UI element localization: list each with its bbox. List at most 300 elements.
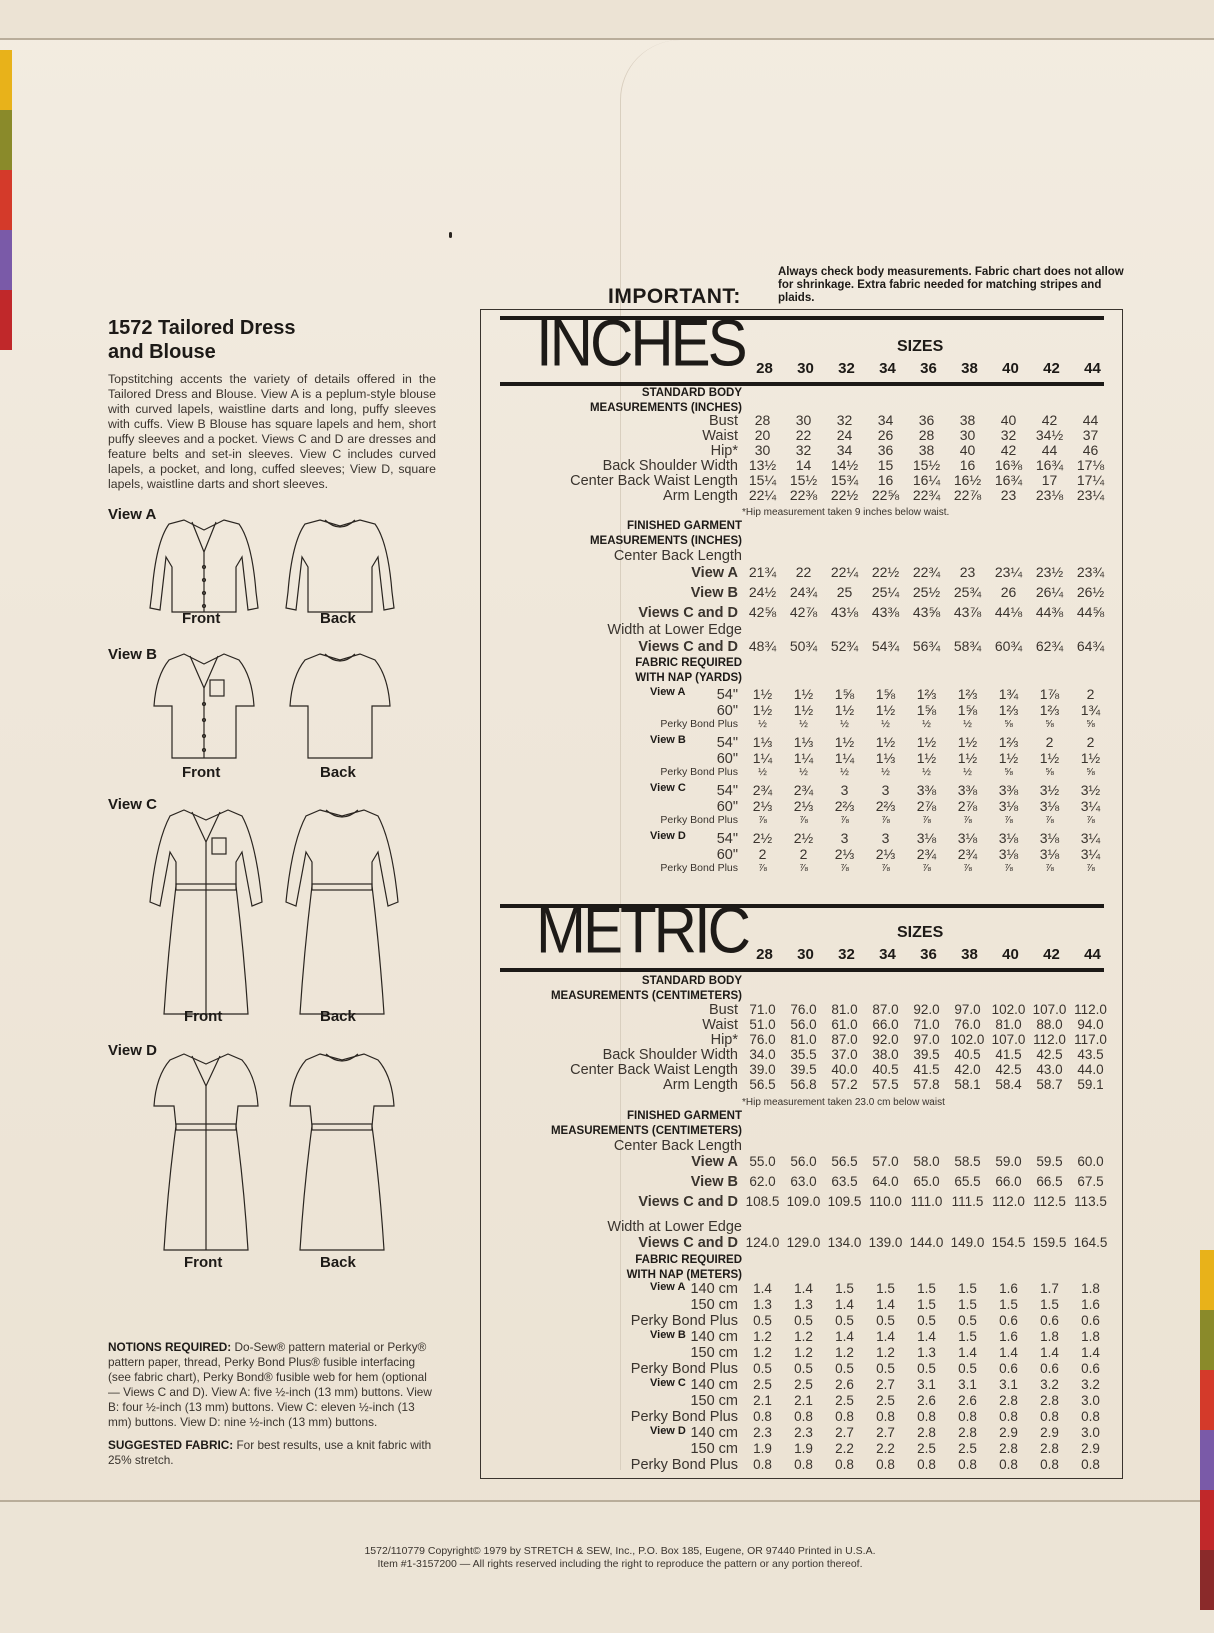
view-label: View B	[650, 734, 686, 746]
table-cell: ½	[963, 718, 972, 730]
table-cell: 111.0	[910, 1194, 943, 1209]
table-cell: 2	[1086, 734, 1095, 750]
table-cell: 24	[836, 427, 853, 443]
table-cell: 1⅞	[1039, 686, 1060, 702]
table-row	[500, 604, 1111, 621]
table-cell: 60¾	[994, 638, 1023, 654]
table-cell: 40.0	[831, 1062, 858, 1077]
table-cell: 1½	[834, 702, 855, 718]
table-cell: 1½	[916, 734, 937, 750]
table-cell: 3⅛	[1039, 798, 1060, 814]
table-cell: 26	[1000, 584, 1017, 600]
table-cell: 44⅛	[994, 604, 1023, 620]
table-cell: 46	[1082, 442, 1099, 458]
table-cell: 2½	[793, 830, 814, 846]
row-label: Back Shoulder Width	[602, 1047, 738, 1063]
footer-line-1: 1572/110779 Copyright© 1979 by STRETCH & SEW, Inc., P.O. Box 185, Eugene, OR 97440 Printed in U.S.A.	[364, 1545, 876, 1557]
table-cell: 1.4	[958, 1345, 977, 1360]
table-cell: 34½	[1035, 427, 1064, 443]
table-cell: ⅝	[1004, 766, 1013, 778]
table-cell: 15¾	[830, 472, 859, 488]
table-cell: 62¾	[1035, 638, 1064, 654]
table-cell: 0.8	[876, 1457, 895, 1472]
table-cell: 2.3	[794, 1425, 813, 1440]
table-cell: 3	[881, 782, 890, 798]
view-d-label: View D	[108, 1042, 157, 1059]
view-label: View D	[650, 830, 686, 842]
table-cell: 2¾	[752, 782, 773, 798]
row-label: 140 cm	[690, 1281, 738, 1297]
table-cell: 3⅛	[1039, 830, 1060, 846]
metric-width-label: Width at Lower Edge	[607, 1219, 742, 1235]
row-label: Perky Bond Plus	[660, 814, 738, 826]
inches-finished-heading	[500, 519, 742, 549]
table-cell: 1½	[752, 702, 773, 718]
blouse-long-sleeve-back-icon	[280, 512, 400, 617]
table-cell: 124.0	[745, 1235, 780, 1250]
metric-sizes-label: SIZES	[897, 924, 944, 941]
table-cell: 0.8	[835, 1409, 854, 1424]
size-column-header: 42	[1043, 946, 1060, 963]
table-cell: 1½	[957, 750, 978, 766]
table-cell: 0.5	[794, 1313, 813, 1328]
table-cell: 2.8	[1040, 1441, 1059, 1456]
table-cell: 2.5	[835, 1393, 854, 1408]
table-cell: 3.1	[917, 1377, 936, 1392]
view-b	[108, 646, 436, 781]
row-label: Views C and D	[638, 639, 738, 655]
table-cell: 1.4	[835, 1329, 854, 1344]
table-cell: 22½	[871, 564, 900, 580]
table-cell: 36	[877, 442, 894, 458]
table-row	[500, 814, 1111, 826]
table-cell: 66.0	[995, 1174, 1022, 1189]
table-cell: 164.5	[1073, 1235, 1108, 1250]
table-cell: 1.4	[753, 1281, 772, 1296]
inches-center-back-length-label: Center Back Length	[613, 548, 742, 564]
table-cell: 36	[918, 412, 935, 428]
table-cell: 2.5	[917, 1441, 936, 1456]
table-cell: 1⅝	[957, 702, 978, 718]
table-cell: 2¾	[916, 846, 937, 862]
table-cell: 13½	[748, 457, 777, 473]
table-row	[500, 1194, 1111, 1210]
size-column-header: 42	[1043, 360, 1060, 377]
table-cell: 1⅔	[916, 686, 937, 702]
table-cell: 1.2	[753, 1345, 772, 1360]
table-cell: 2	[1045, 734, 1054, 750]
table-cell: 0.5	[958, 1313, 977, 1328]
size-column-header: 36	[920, 946, 937, 963]
inches-size-header	[744, 360, 1113, 377]
title-line-1: 1572 Tailored Dress	[108, 317, 296, 339]
table-cell: 60.0	[1077, 1154, 1104, 1169]
row-label: Perky Bond Plus	[630, 1313, 738, 1329]
table-cell: 57.2	[831, 1077, 858, 1092]
table-cell: 3.2	[1040, 1377, 1059, 1392]
table-cell: 2.7	[835, 1425, 854, 1440]
table-cell: 0.5	[753, 1313, 772, 1328]
table-cell: 139.0	[868, 1235, 903, 1250]
table-cell: 3.1	[999, 1377, 1018, 1392]
table-cell: 2¾	[793, 782, 814, 798]
table-cell: 2	[1086, 686, 1095, 702]
table-cell: 2.9	[1081, 1441, 1100, 1456]
table-row	[500, 862, 1111, 874]
table-cell: 56.5	[831, 1154, 858, 1169]
table-cell: 1⅝	[875, 686, 896, 702]
table-cell: ½	[963, 766, 972, 778]
table-cell: 40	[959, 442, 976, 458]
table-cell: 30	[959, 427, 976, 443]
table-cell: 1½	[875, 702, 896, 718]
table-cell: 57.0	[872, 1154, 899, 1169]
table-cell: 2⅓	[793, 798, 814, 814]
blouse-short-sleeve-back-icon	[280, 646, 400, 766]
table-cell: 2.1	[794, 1393, 813, 1408]
table-cell: 21¾	[748, 564, 777, 580]
view-b-back-caption: Back	[320, 764, 356, 781]
table-row	[500, 1281, 1111, 1297]
table-cell: 3	[840, 830, 849, 846]
table-cell: 1½	[1080, 750, 1101, 766]
table-cell: 25¼	[871, 584, 900, 600]
table-cell: 44	[1041, 442, 1058, 458]
table-cell: ⅝	[1086, 766, 1095, 778]
table-cell: 1½	[1039, 750, 1060, 766]
inches-fabric-heading	[500, 656, 742, 686]
table-row	[500, 1047, 1111, 1063]
table-cell: 40.5	[872, 1062, 899, 1077]
table-cell: 28	[754, 412, 771, 428]
table-cell: 81.0	[995, 1017, 1022, 1032]
table-row	[500, 782, 1111, 799]
view-b-front-caption: Front	[182, 764, 221, 781]
table-cell: 0.8	[835, 1457, 854, 1472]
table-row	[500, 1297, 1111, 1313]
table-cell: ⅞	[799, 814, 808, 826]
table-cell: ⅞	[1086, 814, 1095, 826]
table-cell: 16¾	[994, 472, 1023, 488]
dress-short-sleeve-front-icon	[144, 1046, 268, 1258]
pattern-description: Topstitching accents the variety of details offered in the Tailored Dress and Blouse. View A is a peplum-style blouse with curved lapels, waistline darts and long, puffy sleeves with cuffs. View B Blouse has square lapels and hem, short puffy sleeves and a pocket. Views C and D are dresses and feature belts and set-in sleeves. View C includes curved lapels, a pocket, and long, cuffed sleeves; View D, square lapels, waistline darts and short sleeves.	[108, 372, 436, 491]
table-cell: 112.0	[1074, 1002, 1107, 1017]
table-cell: 38	[918, 442, 935, 458]
table-cell: 41.5	[913, 1062, 940, 1077]
table-cell: 1.6	[999, 1281, 1018, 1296]
copyright-footer	[330, 1545, 910, 1571]
view-label: View A	[650, 1281, 686, 1293]
table-cell: 22½	[830, 487, 859, 503]
table-cell: 1¼	[793, 750, 814, 766]
row-label: 60"	[716, 847, 738, 863]
color-tab	[0, 230, 12, 290]
row-label: Views C and D	[638, 1194, 738, 1210]
row-label: View B	[690, 585, 738, 601]
table-cell: 3⅛	[1039, 846, 1060, 862]
table-row	[500, 487, 1111, 504]
heading-line: MEASUREMENTS (INCHES)	[589, 535, 742, 547]
table-cell: 109.5	[827, 1194, 862, 1209]
table-cell: 2.5	[794, 1377, 813, 1392]
table-row	[500, 718, 1111, 730]
table-cell: 0.6	[1081, 1361, 1100, 1376]
table-cell: 2.5	[876, 1393, 895, 1408]
row-label: Hip*	[710, 443, 738, 459]
table-cell: ⅞	[799, 862, 808, 874]
color-tab	[1200, 1430, 1214, 1490]
table-cell: 61.0	[831, 1017, 858, 1032]
table-cell: 34	[877, 412, 894, 428]
table-cell: 1.4	[876, 1329, 895, 1344]
table-cell: 94.0	[1077, 1017, 1104, 1032]
heading-line: FINISHED GARMENT	[627, 520, 742, 532]
table-row	[500, 830, 1111, 847]
table-cell: 76.0	[954, 1017, 981, 1032]
table-cell: ½	[758, 718, 767, 730]
row-label: Arm Length	[663, 488, 738, 504]
table-cell: 1.5	[917, 1297, 936, 1312]
table-cell: 1.8	[1081, 1281, 1100, 1296]
metric-finished-heading	[500, 1109, 742, 1139]
table-cell: ⅞	[758, 862, 767, 874]
table-cell: 134.0	[827, 1235, 862, 1250]
table-cell: 16½	[953, 472, 982, 488]
color-tab	[0, 290, 12, 350]
row-label: Hip*	[710, 1032, 738, 1048]
table-cell: 26¼	[1035, 584, 1064, 600]
table-cell: 39.0	[749, 1062, 776, 1077]
table-row	[500, 564, 1111, 581]
table-cell: 67.5	[1077, 1174, 1104, 1189]
row-label: 150 cm	[690, 1441, 738, 1457]
heading-line: STANDARD BODY	[641, 387, 742, 399]
table-cell: ⅞	[758, 814, 767, 826]
table-row	[500, 1077, 1111, 1093]
table-cell: 15	[877, 457, 894, 473]
table-cell: 16⅜	[994, 457, 1023, 473]
view-label: View D	[650, 1425, 686, 1437]
table-cell: 56.0	[790, 1154, 817, 1169]
table-cell: 1.4	[876, 1297, 895, 1312]
view-label: View B	[650, 1329, 686, 1341]
table-cell: 44⅜	[1035, 604, 1064, 620]
table-cell: 3	[840, 782, 849, 798]
table-cell: 0.8	[1081, 1409, 1100, 1424]
table-cell: ½	[758, 766, 767, 778]
table-cell: 0.8	[753, 1409, 772, 1424]
table-cell: 0.6	[999, 1361, 1018, 1376]
table-cell: 25	[836, 584, 853, 600]
row-label: Perky Bond Plus	[630, 1457, 738, 1473]
table-cell: 23¾	[1076, 564, 1105, 580]
table-cell: 34	[836, 442, 853, 458]
table-cell: 2⅞	[957, 798, 978, 814]
metric-size-header	[744, 946, 1113, 963]
table-cell: 3⅜	[916, 782, 937, 798]
table-cell: 92.0	[913, 1002, 940, 1017]
table-cell: 30	[795, 412, 812, 428]
table-cell: 44	[1082, 412, 1099, 428]
dress-short-sleeve-back-icon	[280, 1046, 404, 1258]
row-label: Views C and D	[638, 1235, 738, 1251]
table-cell: ⅞	[881, 814, 890, 826]
table-cell: 42	[1000, 442, 1017, 458]
table-cell: 3.2	[1081, 1377, 1100, 1392]
color-tab	[1200, 1490, 1214, 1550]
table-row	[500, 1235, 1111, 1251]
table-cell: 22⅞	[953, 487, 982, 503]
table-cell: 1½	[957, 734, 978, 750]
table-cell: ½	[840, 718, 849, 730]
table-cell: 26½	[1076, 584, 1105, 600]
envelope-top-flap	[0, 0, 1214, 40]
row-label: 140 cm	[690, 1425, 738, 1441]
table-cell: 3.1	[958, 1377, 977, 1392]
pattern-title	[108, 316, 436, 364]
row-label: 54"	[716, 783, 738, 799]
color-tab	[1200, 1310, 1214, 1370]
table-cell: 2.8	[1040, 1393, 1059, 1408]
table-row	[500, 1017, 1111, 1033]
table-cell: 2¾	[957, 846, 978, 862]
color-tab	[1200, 1370, 1214, 1430]
table-cell: 2.9	[1040, 1425, 1059, 1440]
table-cell: 15½	[789, 472, 818, 488]
table-cell: 42⅝	[748, 604, 777, 620]
table-cell: 107.0	[1032, 1002, 1067, 1017]
view-c-back-caption: Back	[320, 1008, 356, 1025]
row-label: 140 cm	[690, 1329, 738, 1345]
row-label: Bust	[708, 413, 738, 429]
table-cell: 64¾	[1076, 638, 1105, 654]
table-cell: 2.7	[876, 1425, 895, 1440]
table-cell: 0.5	[876, 1361, 895, 1376]
table-cell: 0.5	[876, 1313, 895, 1328]
table-cell: 42	[1041, 412, 1058, 428]
row-label: View A	[691, 565, 738, 581]
table-cell: 39.5	[790, 1062, 817, 1077]
table-cell: ½	[799, 766, 808, 778]
table-cell: 42.5	[995, 1062, 1022, 1077]
table-row	[500, 1154, 1111, 1170]
table-cell: 62.0	[749, 1174, 776, 1189]
table-cell: 15½	[912, 457, 941, 473]
inches-width-label: Width at Lower Edge	[607, 622, 742, 638]
table-cell: ⅞	[1045, 814, 1054, 826]
table-cell: 2.9	[999, 1425, 1018, 1440]
table-cell: 71.0	[913, 1017, 940, 1032]
heading-line: MEASUREMENTS (CENTIMETERS)	[550, 990, 742, 1002]
view-label: View C	[650, 1377, 686, 1389]
row-label: 54"	[716, 831, 738, 847]
blouse-short-sleeve-front-icon	[144, 646, 264, 766]
table-cell: 159.5	[1032, 1235, 1067, 1250]
table-cell: 42.0	[954, 1062, 981, 1077]
table-cell: 58.5	[954, 1154, 981, 1169]
table-row	[500, 1062, 1111, 1078]
table-cell: 1.5	[958, 1281, 977, 1296]
table-cell: 108.5	[745, 1194, 780, 1209]
table-cell: ⅝	[1045, 718, 1054, 730]
table-cell: 129.0	[786, 1235, 821, 1250]
table-cell: 0.8	[794, 1457, 813, 1472]
row-label: Views C and D	[638, 605, 738, 621]
table-cell: 38	[959, 412, 976, 428]
table-cell: 2	[799, 846, 808, 862]
table-cell: ⅞	[963, 862, 972, 874]
table-cell: 1⅝	[916, 702, 937, 718]
size-column-header: 40	[1002, 946, 1019, 963]
table-cell: 0.5	[835, 1361, 854, 1376]
table-cell: 35.5	[790, 1047, 817, 1062]
table-cell: 42⅞	[789, 604, 818, 620]
table-cell: 1½	[998, 750, 1019, 766]
table-cell: 3⅛	[998, 846, 1019, 862]
table-cell: 37	[1082, 427, 1099, 443]
table-cell: 16	[877, 472, 894, 488]
table-cell: 56.5	[749, 1077, 776, 1092]
size-column-header: 40	[1002, 360, 1019, 377]
view-label: View C	[650, 782, 686, 794]
table-cell: 32	[836, 412, 853, 428]
row-label: Bust	[708, 1002, 738, 1018]
table-cell: ⅞	[881, 862, 890, 874]
table-cell: 154.5	[991, 1235, 1026, 1250]
table-cell: 48¾	[748, 638, 777, 654]
table-cell: 0.6	[1040, 1361, 1059, 1376]
table-cell: 112.0	[1033, 1032, 1066, 1047]
table-cell: 43⅛	[830, 604, 859, 620]
table-cell: 55.0	[749, 1154, 776, 1169]
table-cell: 1½	[916, 750, 937, 766]
table-cell: 0.6	[1040, 1313, 1059, 1328]
color-tab	[1200, 1550, 1214, 1610]
table-cell: 30	[754, 442, 771, 458]
row-label: Center Back Waist Length	[570, 1062, 738, 1078]
view-a	[108, 506, 436, 627]
view-b-label: View B	[108, 646, 157, 663]
table-cell: 1.5	[958, 1329, 977, 1344]
heading-line: FINISHED GARMENT	[627, 1110, 742, 1122]
table-cell: 66.5	[1036, 1174, 1063, 1189]
table-cell: 22⅝	[871, 487, 900, 503]
table-row	[500, 686, 1111, 703]
table-cell: 0.8	[1040, 1457, 1059, 1472]
table-cell: 1.5	[1040, 1297, 1059, 1312]
row-label: Perky Bond Plus	[660, 766, 738, 778]
table-cell: 59.0	[995, 1154, 1022, 1169]
table-cell: 0.5	[917, 1361, 936, 1376]
table-cell: 40	[1000, 412, 1017, 428]
ink-speck	[449, 232, 452, 238]
table-cell: 20	[754, 427, 771, 443]
table-cell: 17¼	[1076, 472, 1105, 488]
heading-line: MEASUREMENTS (CENTIMETERS)	[550, 1125, 742, 1137]
row-label: 60"	[716, 799, 738, 815]
table-cell: 56.8	[790, 1077, 817, 1092]
table-cell: 1.9	[753, 1441, 772, 1456]
table-cell: 25½	[912, 584, 941, 600]
table-row	[500, 1361, 1111, 1377]
table-cell: 17	[1041, 472, 1058, 488]
row-label: 150 cm	[690, 1297, 738, 1313]
table-cell: 0.8	[753, 1457, 772, 1472]
table-row	[500, 1313, 1111, 1329]
table-cell: 2.6	[835, 1377, 854, 1392]
table-cell: 1½	[793, 686, 814, 702]
table-row	[500, 846, 1111, 863]
